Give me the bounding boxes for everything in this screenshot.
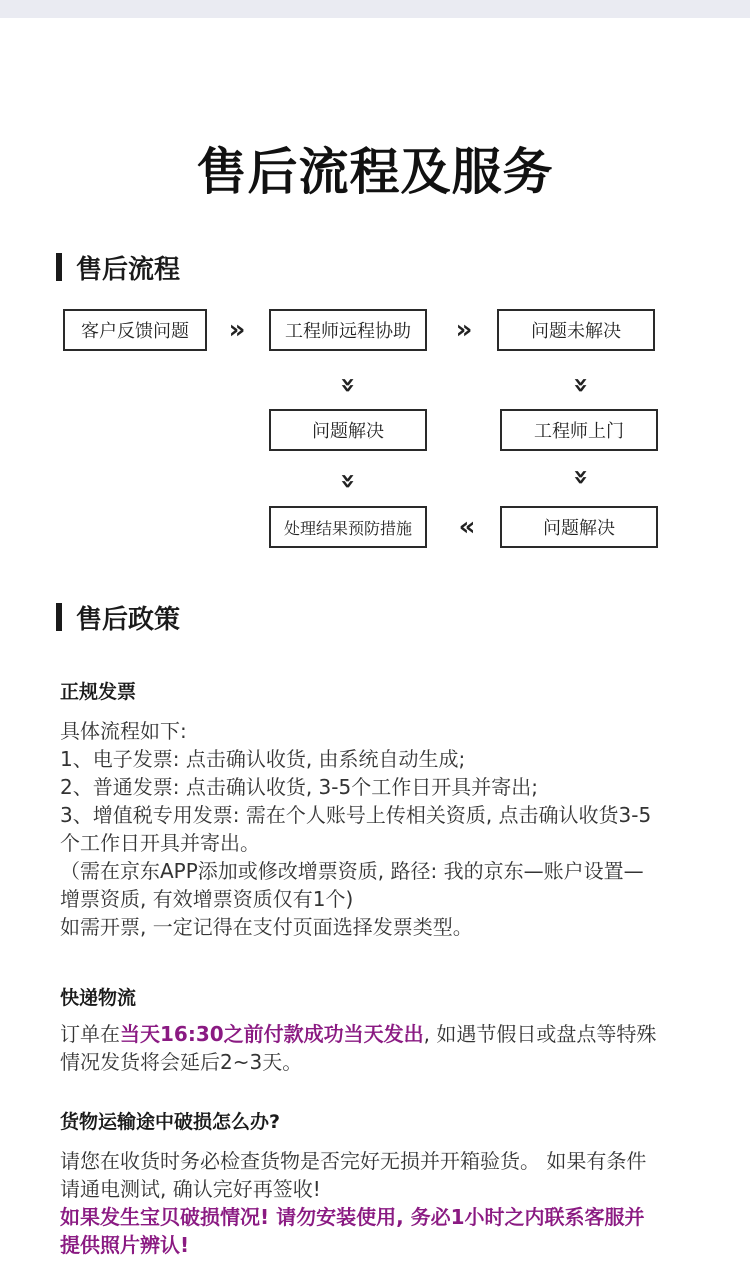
flow-box-unresolved: 问题未解决 xyxy=(497,309,655,351)
heading-bar xyxy=(56,253,62,281)
flow-box-customer-feedback: 客户反馈问题 xyxy=(63,309,207,351)
invoice-heading: 正规发票 xyxy=(60,681,137,703)
logistics-suffix: , 如遇节假日或盘点等特殊 xyxy=(423,1022,657,1046)
section-policy-heading xyxy=(56,600,180,634)
top-band xyxy=(0,0,750,18)
flow-arrow-down: » xyxy=(566,468,596,486)
logistics-prefix: 订单在 xyxy=(60,1022,120,1046)
heading-bar xyxy=(56,603,62,631)
damage-warning-line: 如果发生宝贝破损情况! 请勿安装使用, 务必1小时之内联系客服并 xyxy=(60,1205,645,1229)
logistics-line xyxy=(60,1020,710,1048)
flow-box-onsite-engineer: 工程师上门 xyxy=(500,409,658,451)
shipping-cutoff-highlight: 当天16:30之前付款成功当天发出 xyxy=(120,1022,424,1046)
flow-box-prevention: 处理结果预防措施 xyxy=(269,506,427,548)
damage-text xyxy=(60,1147,710,1259)
flow-box-resolved: 问题解决 xyxy=(269,409,427,451)
invoice-line: 1、电子发票: 点击确认收货, 由系统自动生成; xyxy=(60,747,466,771)
invoice-line: 具体流程如下: xyxy=(60,719,187,743)
invoice-line: 2、普通发票: 点击确认收货, 3-5个工作日开具并寄出; xyxy=(60,775,538,799)
logistics-text xyxy=(60,1020,710,1076)
flow-arrow-down: » xyxy=(333,472,363,490)
damage-warning-line: 提供照片辨认! xyxy=(60,1233,190,1257)
invoice-line: 增票资质, 有效增票资质仅有1个) xyxy=(60,887,354,911)
flow-arrow-left: « xyxy=(458,512,476,542)
logistics-heading: 快递物流 xyxy=(60,987,137,1009)
logistics-line: 情况发货将会延后2~3天。 xyxy=(60,1050,303,1074)
flow-box-resolved-2: 问题解决 xyxy=(500,506,658,548)
flow-arrow-down: » xyxy=(566,376,596,394)
flow-box-remote-assist: 工程师远程协助 xyxy=(269,309,427,351)
damage-heading: 货物运输途中破损怎么办? xyxy=(60,1111,281,1133)
flow-arrow-down: » xyxy=(333,376,363,394)
flow-arrow-right: » xyxy=(455,315,473,345)
section-policy-label: 售后政策 xyxy=(76,604,181,635)
section-process-label: 售后流程 xyxy=(76,254,181,285)
page-title: 售后流程及服务 xyxy=(196,143,554,201)
invoice-line: 个工作日开具并寄出。 xyxy=(60,831,260,855)
invoice-line: 3、增值税专用发票: 需在个人账号上传相关资质, 点击确认收货3-5 xyxy=(60,803,652,827)
invoice-line: （需在京东APP添加或修改增票资质, 路径: 我的京东—账户设置— xyxy=(60,859,644,883)
invoice-text xyxy=(60,717,710,941)
flow-arrow-right: » xyxy=(228,315,246,345)
invoice-line: 如需开票, 一定记得在支付页面选择发票类型。 xyxy=(60,915,473,939)
damage-line: 请通电测试, 确认完好再签收! xyxy=(60,1177,321,1201)
section-process-heading xyxy=(56,250,180,284)
damage-line: 请您在收货时务必检查货物是否完好无损并开箱验货。 如果有条件 xyxy=(60,1149,647,1173)
